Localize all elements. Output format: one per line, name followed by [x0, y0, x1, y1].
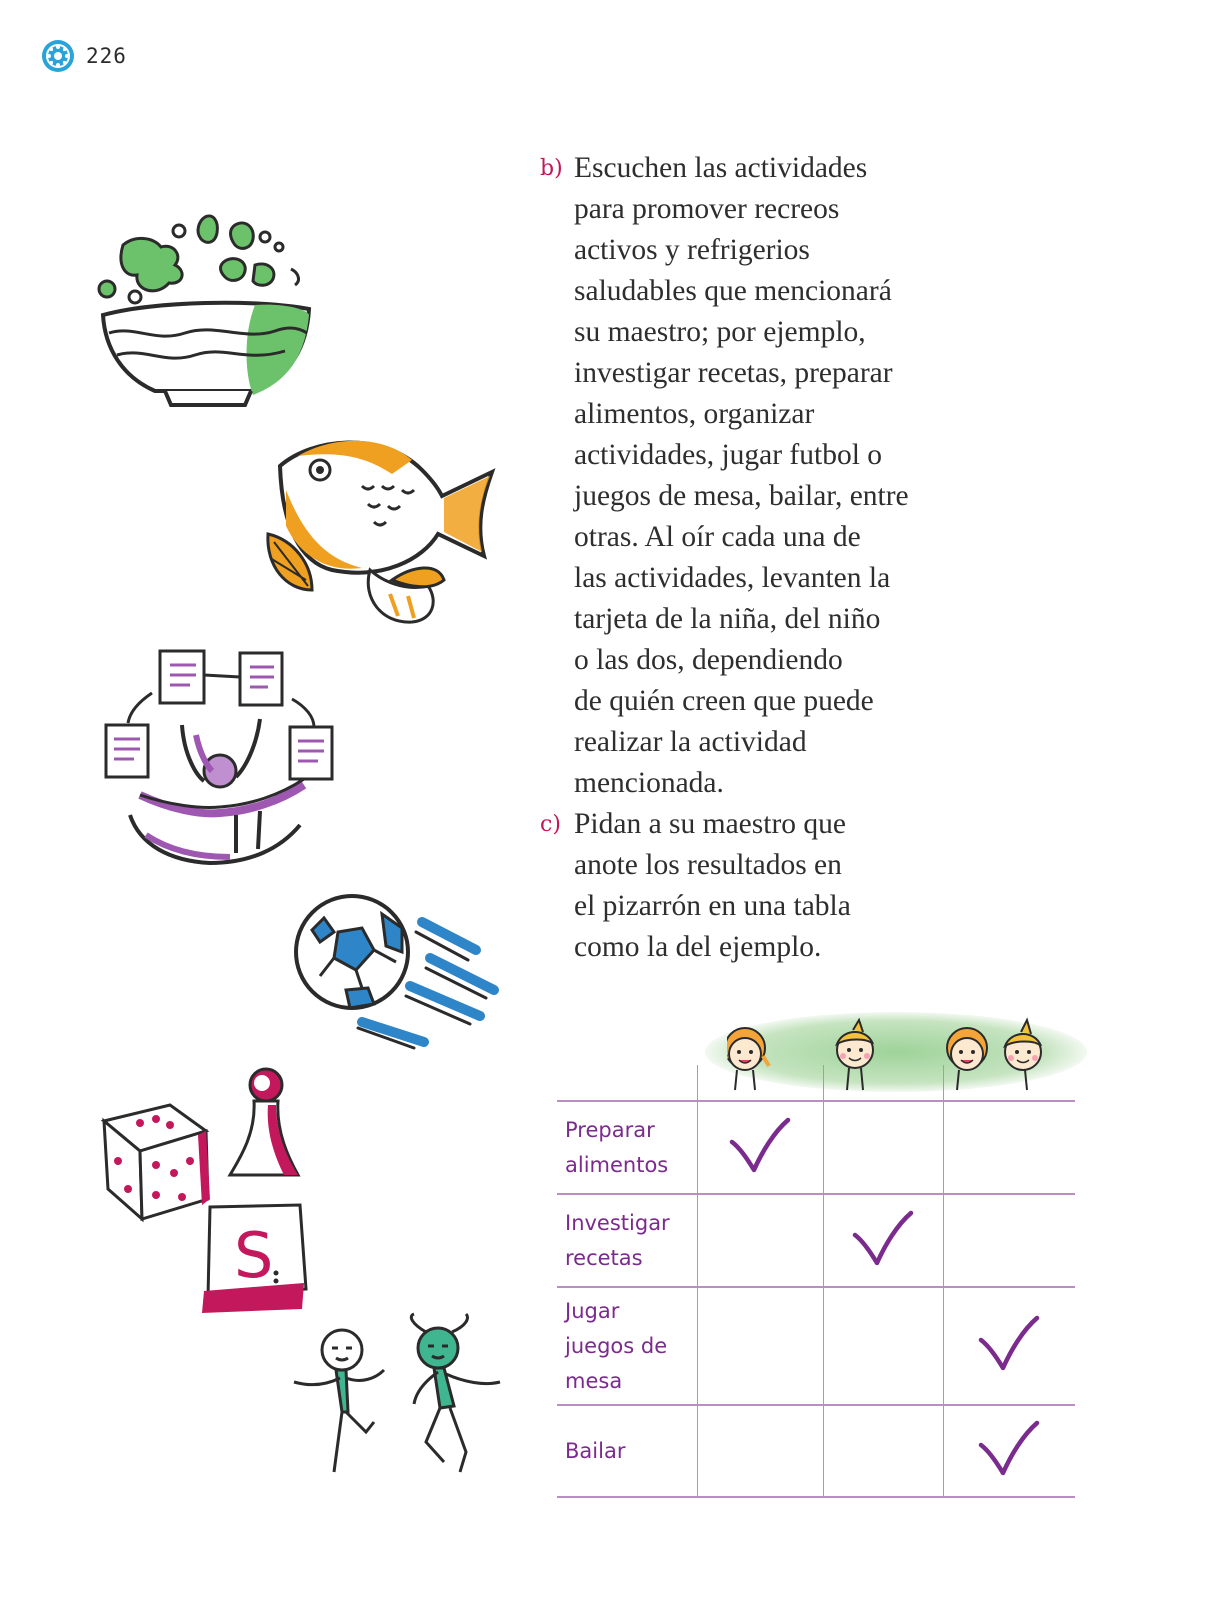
item-text	[574, 804, 851, 968]
mark-cell	[823, 1101, 943, 1194]
check-mark-icon	[728, 1116, 792, 1176]
row-label	[557, 1287, 697, 1405]
soccer-ball-icon	[290, 892, 505, 1057]
text-line: o las dos, dependiendo	[574, 644, 843, 676]
check-mark-icon	[977, 1419, 1041, 1479]
label-line: Preparar	[565, 1117, 655, 1142]
mark-cell	[823, 1287, 943, 1405]
mark-cell	[697, 1194, 823, 1287]
text-line: alimentos, organizar	[574, 398, 815, 430]
text-line: juegos de mesa, bailar, entre	[574, 480, 909, 512]
mark-cell	[697, 1101, 823, 1194]
mark-cell	[823, 1405, 943, 1497]
fish-icon	[262, 430, 507, 630]
table-header-row	[557, 1065, 1075, 1101]
people-with-cards-icon	[100, 645, 340, 875]
table-row	[557, 1101, 1075, 1194]
text-line: las actividades, levanten la	[574, 562, 891, 594]
label-line: Bailar	[565, 1438, 626, 1463]
table-row	[557, 1287, 1075, 1405]
mark-cell	[943, 1405, 1075, 1497]
table-header-cell	[697, 1065, 823, 1101]
text-line: como la del ejemplo.	[574, 931, 822, 963]
mark-cell	[943, 1287, 1075, 1405]
item-letter: b)	[540, 156, 563, 181]
mark-cell	[697, 1405, 823, 1497]
label-line: alimentos	[565, 1152, 669, 1177]
table-header-cell	[557, 1065, 697, 1101]
label-line: juegos de	[565, 1333, 668, 1358]
table-header-cell	[943, 1065, 1075, 1101]
text-line: saludables que mencionará	[574, 275, 892, 307]
text-line: su maestro; por ejemplo,	[574, 316, 866, 348]
mark-cell	[943, 1101, 1075, 1194]
mark-cell	[823, 1194, 943, 1287]
results-table	[557, 1065, 1075, 1498]
label-line: Investigar	[565, 1210, 670, 1235]
page-header	[40, 38, 127, 74]
chapter-logo-icon	[40, 38, 76, 74]
dancing-kids-icon	[288, 1312, 508, 1487]
instructions	[540, 148, 1040, 968]
table-header-cell	[823, 1065, 943, 1101]
text-line: Pidan a su maestro que	[574, 808, 846, 840]
label-line: recetas	[565, 1245, 643, 1270]
mark-cell	[943, 1194, 1075, 1287]
text-line: anote los resultados en	[574, 849, 842, 881]
row-label	[557, 1194, 697, 1287]
table-row	[557, 1194, 1075, 1287]
text-line: actividades, jugar futbol o	[574, 439, 883, 471]
salad-bowl-icon	[95, 205, 315, 420]
label-line: Jugar	[565, 1298, 620, 1323]
page-number: 226	[86, 44, 127, 68]
instruction-item-b	[540, 148, 1040, 804]
instruction-item-c	[540, 804, 1040, 968]
table-row	[557, 1405, 1075, 1497]
svg-text:S: S	[234, 1219, 274, 1292]
row-label	[557, 1405, 697, 1497]
label-line: mesa	[565, 1368, 623, 1393]
row-label	[557, 1101, 697, 1194]
text-line: Escuchen las actividades	[574, 152, 868, 184]
text-line: mencionada.	[574, 767, 724, 799]
item-letter: c)	[540, 812, 561, 837]
results-table-area	[557, 1010, 1077, 1500]
mark-cell	[697, 1287, 823, 1405]
dice-and-game-piece-icon	[98, 1065, 313, 1325]
text-line: el pizarrón en una tabla	[574, 890, 851, 922]
text-line: tarjeta de la niña, del niño	[574, 603, 881, 635]
text-line: activos y refrigerios	[574, 234, 810, 266]
item-text	[574, 148, 909, 804]
check-mark-icon	[977, 1314, 1041, 1374]
check-mark-icon	[851, 1209, 915, 1269]
text-line: de quién creen que puede	[574, 685, 874, 717]
text-line: realizar la actividad	[574, 726, 807, 758]
text-line: otras. Al oír cada una de	[574, 521, 861, 553]
text-line: para promover recreos	[574, 193, 840, 225]
text-line: investigar recetas, preparar	[574, 357, 893, 389]
